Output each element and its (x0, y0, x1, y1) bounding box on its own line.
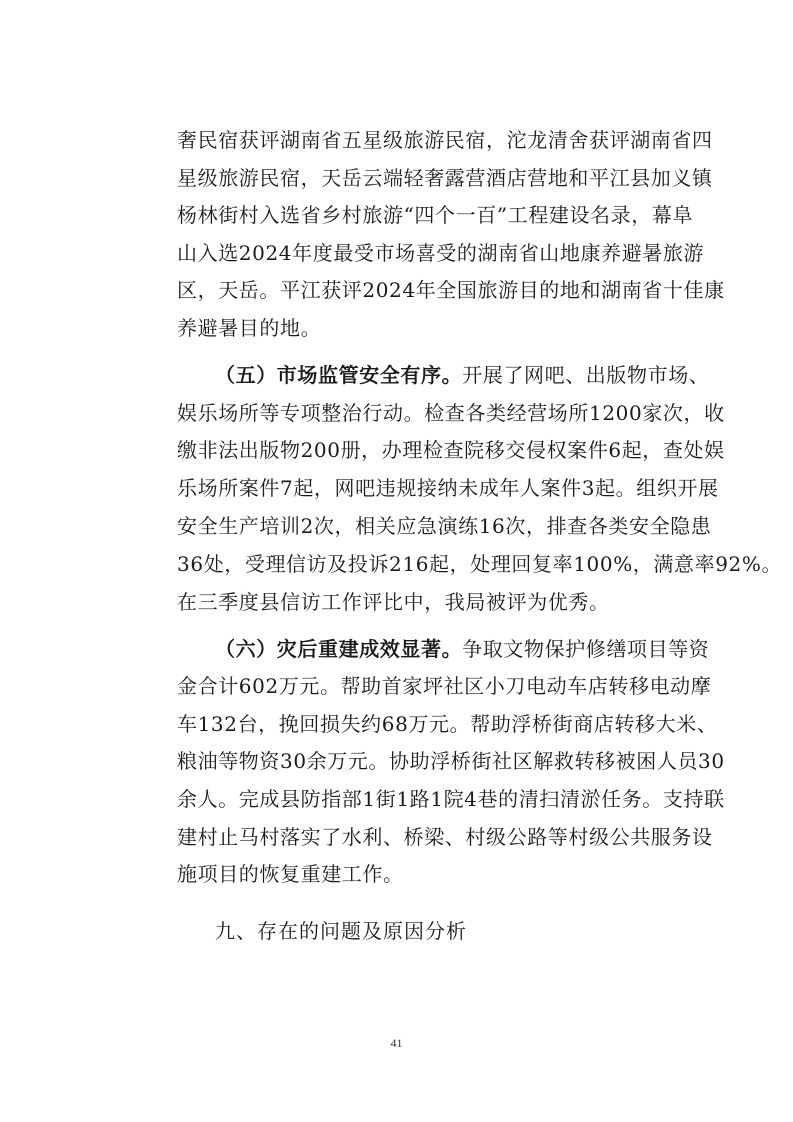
text-line: 娱乐场所等专项整治行动。检查各类经营场所1200家次，收 (177, 401, 725, 425)
text-line: 金合计602万元。帮助首家坪社区小刀电动车店转移电动摩 (177, 674, 712, 698)
text-line: 乐场所案件7起，网吧违规接纳未成年人案件3起。组织开展 (177, 476, 719, 500)
text-line: 缴非法出版物200册，办理检查院移交侵权案件6起，查处娱 (177, 438, 725, 462)
text-line: 安全生产培训2次，相关应急演练16次，排查各类安全隐患 (177, 514, 712, 538)
text-line: 奢民宿获评湖南省五星级旅游民宿，沱龙清舍获评湖南省四 (177, 128, 713, 152)
text-span: 开展了网吧、出版物市场、 (462, 363, 710, 387)
text-line: 星级旅游民宿，天岳云端轻奢露营酒店营地和平江县加义镇 (177, 166, 713, 190)
paragraph-heading: （六）灾后重建成效显著。 (215, 637, 463, 661)
text-line: 杨林街村入选省乡村旅游“四个一百”工程建设名录，幕阜 (177, 203, 694, 227)
text-line: 余人。完成县防指部1街1路1院4巷的清扫清淤任务。支持联 (177, 787, 725, 811)
text-line: 山入选2024年度最受市场喜受的湖南省山地康养避暑旅游 (177, 241, 705, 265)
text-span: 争取文物保护修缮项目等资 (462, 637, 710, 661)
text-line: 施项目的恢复重建工作。 (177, 862, 404, 886)
text-line: 粮油等物资30余万元。协助浮桥街社区解救转移被困人员30 (177, 749, 725, 773)
section-heading: 九、存在的问题及原因分析 (215, 919, 467, 943)
text-line: 区，天岳。平江获评2024年全国旅游目的地和湖南省十佳康 (177, 278, 725, 302)
text-line: 建村止马村落实了水利、桥梁、村级公路等村级公共服务设 (177, 825, 713, 849)
text-line: 养避暑目的地。 (177, 316, 322, 340)
text-line: 车132台，挽回损失约68万元。帮助浮桥街商店转移大米、 (177, 712, 718, 736)
text-line: 在三季度县信访工作评比中，我局被评为优秀。 (177, 590, 610, 614)
page-number: 41 (390, 1036, 403, 1050)
text-line: 36处，受理信访及投诉216起，处理回复率100%，满意率92%。 (177, 552, 783, 576)
paragraph-heading: （五）市场监管安全有序。 (215, 363, 463, 387)
